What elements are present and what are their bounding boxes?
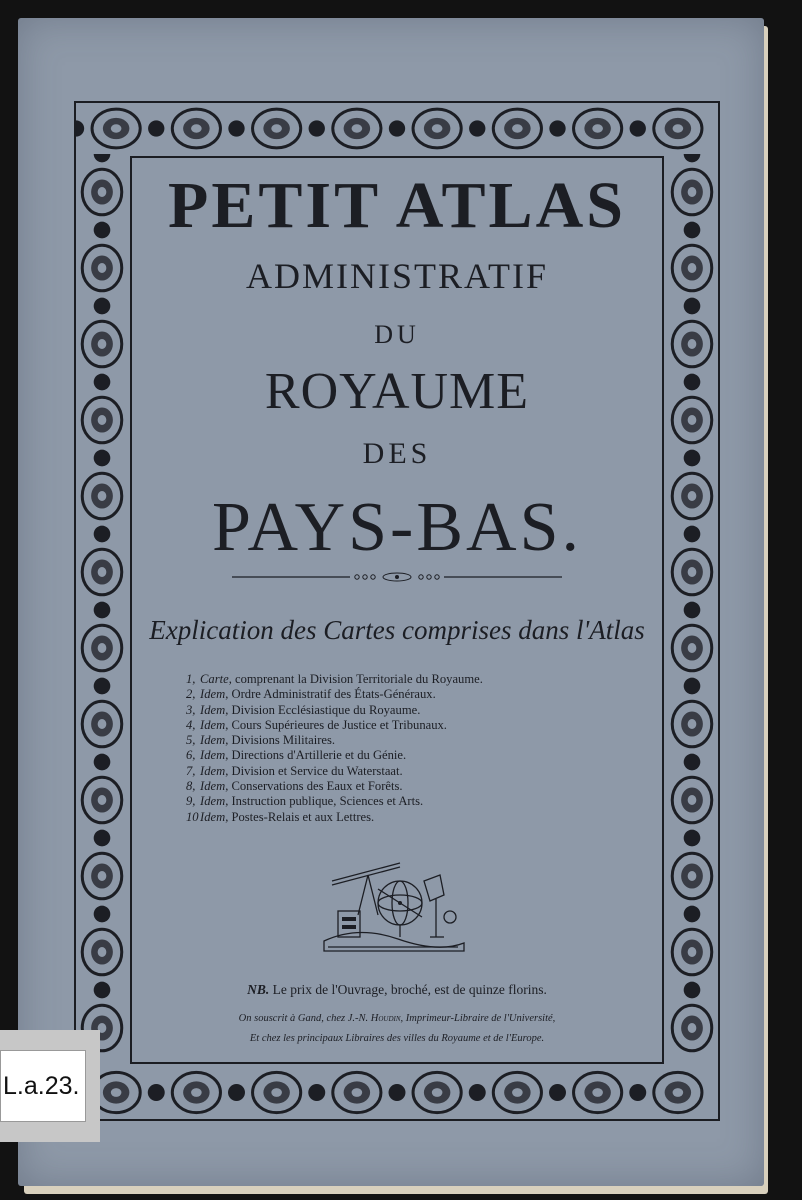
contents-item-number: 6, [186, 748, 196, 763]
price-note-text: Le prix de l'Ouvrage, broché, est de quinze florins. [269, 982, 547, 997]
border-ornament [82, 754, 122, 823]
scientific-instruments-vignette [318, 855, 468, 955]
border-ornament [672, 754, 712, 823]
contents-item-number: 10 [186, 809, 199, 824]
border-ornament [82, 154, 122, 215]
border-ornament [82, 906, 122, 975]
border-ornament [82, 830, 122, 899]
contents-item-text: , Cours Supérieures de Justice et Tribunaux. [225, 717, 447, 732]
border-ornament [672, 906, 712, 975]
border-ornament [672, 830, 712, 899]
contents-item [186, 794, 566, 809]
contents-item-text: , Directions d'Artillerie et du Génie. [225, 748, 407, 763]
border-ornament [549, 109, 621, 148]
border-ornament [82, 602, 122, 671]
border-ornament [672, 982, 712, 1051]
title-line-royaume: ROYAUME [264, 363, 530, 420]
contents-item-keyword: Idem [200, 748, 226, 763]
contents-item-text: , Divisions Militaires. [225, 733, 336, 748]
border-ornament [82, 374, 122, 443]
border-ornament [76, 109, 140, 148]
ornamental-border-bottom [76, 1066, 718, 1119]
price-note [132, 982, 662, 998]
contents-item [186, 672, 566, 687]
border-ornament [629, 1072, 702, 1112]
contents-item-number: 7, [186, 763, 196, 778]
contents-item-number: 8, [186, 779, 196, 794]
border-ornament [82, 450, 122, 519]
border-ornament [469, 1072, 542, 1112]
contents-item-keyword: Idem [200, 733, 226, 748]
border-ornament [389, 1072, 462, 1112]
border-ornament [228, 109, 300, 148]
contents-item-keyword: Idem [200, 809, 226, 824]
border-ornament [148, 1072, 221, 1112]
contents-heading: Explication des Cartes comprises dans l'Atlas [149, 615, 645, 645]
contents-item-text: , Postes-Relais et aux Lettres. [225, 809, 375, 824]
subscription-suffix: , Imprimeur-Libraire de l'Université, [400, 1013, 556, 1024]
contents-item [186, 748, 566, 763]
contents-item [186, 779, 566, 794]
booksellers-note: Et chez les principaux Libraires des villes du Royaume et de l'Europe. [249, 1033, 545, 1044]
contents-item-number: 9, [186, 794, 196, 809]
border-ornament [672, 678, 712, 747]
contents-item-keyword: Idem [200, 717, 226, 732]
contents-item-number: 2, [186, 687, 196, 702]
border-ornament [672, 154, 712, 215]
ornamental-border-left [76, 154, 128, 1066]
border-ornament [672, 526, 712, 595]
border-ornament [309, 109, 381, 148]
contents-item-keyword: Idem [200, 702, 226, 717]
border-ornament [228, 1072, 301, 1112]
ornamental-rule [232, 571, 562, 583]
contents-item-text: , Ordre Administratif des États-Généraux. [225, 687, 436, 702]
border-ornament [82, 222, 122, 291]
contents-item [186, 810, 566, 825]
border-ornament [389, 109, 461, 148]
border-ornament [82, 298, 122, 367]
border-ornament [672, 374, 712, 443]
border-ornament [549, 1072, 622, 1112]
contents-item [186, 718, 566, 733]
contents-item-keyword: Idem [200, 763, 226, 778]
contents-item-text: , comprenant la Division Territoriale du Royaume. [228, 672, 483, 686]
border-ornament [148, 109, 220, 148]
contents-list [186, 672, 566, 825]
ornamental-border-right [666, 154, 718, 1066]
contents-item-text: , Division et Service du Waterstaat. [225, 763, 403, 778]
contents-item-number: 1, [186, 672, 196, 686]
contents-item-keyword: Idem [200, 779, 226, 794]
contents-item-number: 4, [186, 717, 196, 732]
contents-item-text: , Conservations des Eaux et Forêts. [225, 779, 403, 794]
subscription-prefix: On souscrit à Gand, chez J.-N. [238, 1013, 371, 1024]
border-ornament [82, 678, 122, 747]
contents-item-number: 3, [186, 702, 196, 717]
title-line-des: DES [362, 437, 432, 470]
contents-item [186, 733, 566, 748]
border-ornament [672, 298, 712, 367]
contents-item [186, 764, 566, 779]
title-line-du: DU [374, 320, 420, 349]
border-ornament [672, 222, 712, 291]
contents-item-text: , Instruction publique, Sciences et Arts. [225, 794, 424, 809]
title-line-petit-atlas: PETIT ATLAS [168, 169, 626, 242]
border-ornament [672, 450, 712, 519]
contents-item-keyword: Carte [200, 672, 229, 686]
contents-item-text: , Division Ecclésiastique du Royaume. [225, 702, 421, 717]
printer-name: Houdin [370, 1013, 401, 1024]
subscription-note [132, 1013, 662, 1024]
ornamental-border-top [76, 103, 718, 154]
border-ornament [82, 526, 122, 595]
border-ornament [308, 1072, 381, 1112]
border-ornament [630, 109, 702, 148]
contents-item-keyword: Idem [200, 687, 226, 702]
contents-item [186, 703, 566, 718]
border-ornament [672, 602, 712, 671]
contents-item [186, 687, 566, 702]
contents-item-number: 5, [186, 733, 196, 748]
price-note-label: NB. [247, 982, 270, 997]
contents-item-keyword: Idem [200, 794, 226, 809]
shelfmark-label: L.a.23. [0, 1050, 86, 1122]
title-line-administratif: ADMINISTRATIF [245, 256, 548, 296]
title-line-pays-bas: PAYS-BAS. [211, 489, 583, 566]
border-ornament [469, 109, 541, 148]
